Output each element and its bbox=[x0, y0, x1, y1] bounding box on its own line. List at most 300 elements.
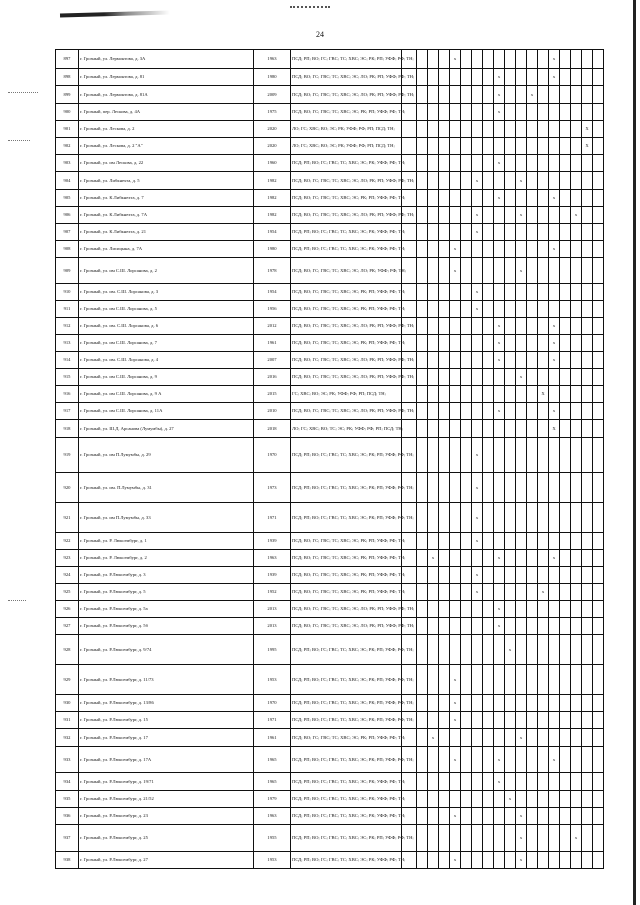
empty-cell bbox=[439, 50, 450, 69]
empty-cell bbox=[417, 852, 428, 869]
empty-cell bbox=[560, 104, 571, 121]
empty-cell bbox=[516, 635, 527, 665]
table-row bbox=[56, 533, 604, 550]
empty-cell bbox=[549, 224, 560, 241]
empty-cell bbox=[527, 533, 538, 550]
address-cell: г. Грозный, ул. им П.Лумумбы, д. 29 bbox=[79, 438, 254, 473]
services-cell: ПСД; ВО; ГС; ГВС; ТС; ХВС; ЭС; ЛО; РК; РП; УФФ; РФ; ТН; bbox=[291, 352, 402, 369]
empty-cell bbox=[494, 121, 505, 138]
empty-cell bbox=[571, 301, 582, 318]
empty-cell bbox=[527, 403, 538, 420]
address-cell: г. Грозный, ул. Либкнехта, д. 5 bbox=[79, 172, 254, 190]
year-cell: 2018 bbox=[254, 420, 291, 438]
row-number: 908 bbox=[56, 241, 79, 258]
empty-cell bbox=[428, 190, 439, 207]
year-cell: 1982 bbox=[254, 190, 291, 207]
empty-cell bbox=[560, 438, 571, 473]
empty-cell bbox=[472, 420, 483, 438]
empty-cell bbox=[439, 773, 450, 791]
empty-cell bbox=[483, 550, 494, 567]
empty-cell bbox=[483, 791, 494, 808]
empty-cell bbox=[428, 121, 439, 138]
empty-cell bbox=[505, 386, 516, 403]
mark-cell: x bbox=[472, 473, 483, 503]
table-row bbox=[56, 403, 604, 420]
empty-cell bbox=[461, 438, 472, 473]
services-cell: ПСД; ВО; ГС; ГВС; ТС; ХВС; ЭС; РК; РП; УФФ; РФ; ТН; bbox=[291, 284, 402, 301]
empty-cell bbox=[472, 403, 483, 420]
empty-cell bbox=[560, 420, 571, 438]
empty-cell bbox=[538, 69, 549, 86]
year-cell: 1970 bbox=[254, 695, 291, 712]
empty-cell bbox=[571, 335, 582, 352]
address-cell: г. Грозный, ул. Р.Люксембург, д. 5 bbox=[79, 584, 254, 601]
empty-cell bbox=[571, 635, 582, 665]
row-number: 902 bbox=[56, 138, 79, 155]
empty-cell bbox=[461, 224, 472, 241]
empty-cell bbox=[571, 665, 582, 695]
empty-cell bbox=[582, 808, 593, 825]
empty-cell bbox=[505, 747, 516, 773]
table-row bbox=[56, 747, 604, 773]
mark-cell: x bbox=[494, 747, 505, 773]
empty-cell bbox=[494, 438, 505, 473]
row-number: 923 bbox=[56, 550, 79, 567]
empty-cell bbox=[571, 729, 582, 747]
empty-cell bbox=[483, 172, 494, 190]
address-cell: г. Грозный, ул. Ш.Д. Арсанова (Лумумбы), д. 27 bbox=[79, 420, 254, 438]
table-row bbox=[56, 584, 604, 601]
empty-cell bbox=[417, 403, 428, 420]
empty-cell bbox=[560, 533, 571, 550]
empty-cell bbox=[417, 318, 428, 335]
empty-cell bbox=[582, 584, 593, 601]
empty-cell bbox=[516, 533, 527, 550]
empty-cell bbox=[461, 773, 472, 791]
empty-cell bbox=[494, 258, 505, 284]
empty-cell bbox=[439, 791, 450, 808]
year-cell: 2009 bbox=[254, 86, 291, 104]
empty-cell bbox=[483, 438, 494, 473]
empty-cell bbox=[417, 138, 428, 155]
services-cell: ПСД; ВО; ГС; ГВС; ТС; ХВС; ЭС; РК; РП; УФФ; РФ; ТН; bbox=[291, 550, 402, 567]
empty-cell bbox=[461, 533, 472, 550]
year-cell: 1963 bbox=[254, 808, 291, 825]
row-number: 913 bbox=[56, 335, 79, 352]
empty-cell bbox=[538, 729, 549, 747]
empty-cell bbox=[582, 172, 593, 190]
mark-cell: X bbox=[582, 138, 593, 155]
table-row bbox=[56, 712, 604, 729]
empty-cell bbox=[417, 155, 428, 172]
empty-cell bbox=[461, 284, 472, 301]
empty-cell bbox=[571, 550, 582, 567]
mark-cell: x bbox=[494, 601, 505, 618]
empty-cell bbox=[483, 852, 494, 869]
empty-cell bbox=[461, 318, 472, 335]
empty-cell bbox=[516, 352, 527, 369]
empty-cell bbox=[560, 369, 571, 386]
empty-cell bbox=[549, 138, 560, 155]
empty-cell bbox=[582, 207, 593, 224]
year-cell: 2010 bbox=[254, 403, 291, 420]
empty-cell bbox=[417, 533, 428, 550]
empty-cell bbox=[428, 241, 439, 258]
empty-cell bbox=[472, 550, 483, 567]
empty-cell bbox=[516, 473, 527, 503]
services-cell: ПСД; РП; ВО; ГС; ГВС; ТС; ХВС; ЭС; РК; РП; УФФ; РФ; ТН; bbox=[291, 635, 402, 665]
address-cell: г. Грозный, ул. Лескова, д. 2 "А" bbox=[79, 138, 254, 155]
row-number: 931 bbox=[56, 712, 79, 729]
empty-cell bbox=[461, 172, 472, 190]
empty-cell bbox=[483, 190, 494, 207]
empty-cell bbox=[593, 635, 604, 665]
empty-cell bbox=[538, 665, 549, 695]
empty-cell bbox=[527, 172, 538, 190]
empty-cell bbox=[417, 550, 428, 567]
empty-cell bbox=[582, 86, 593, 104]
empty-cell bbox=[483, 284, 494, 301]
empty-cell bbox=[538, 712, 549, 729]
empty-cell bbox=[516, 104, 527, 121]
empty-cell bbox=[450, 601, 461, 618]
row-number: 912 bbox=[56, 318, 79, 335]
mark-cell: x bbox=[571, 207, 582, 224]
empty-cell bbox=[549, 207, 560, 224]
empty-cell bbox=[450, 420, 461, 438]
empty-cell bbox=[417, 190, 428, 207]
empty-cell bbox=[483, 258, 494, 284]
year-cell: 1973 bbox=[254, 473, 291, 503]
year-cell: 1963 bbox=[254, 550, 291, 567]
empty-cell bbox=[527, 808, 538, 825]
row-number: 898 bbox=[56, 69, 79, 86]
year-cell: 1939 bbox=[254, 533, 291, 550]
row-number: 899 bbox=[56, 86, 79, 104]
empty-cell bbox=[571, 121, 582, 138]
empty-cell bbox=[538, 241, 549, 258]
address-cell: г. Грозный, ул. им С.Ш. Лорсанова, д. 9 bbox=[79, 369, 254, 386]
empty-cell bbox=[428, 335, 439, 352]
year-cell: 1955 bbox=[254, 825, 291, 852]
empty-cell bbox=[483, 665, 494, 695]
table-row bbox=[56, 618, 604, 635]
services-cell: ПСД; ВО; ГС; ГВС; ТС; ХВС; ЭС; РК; РП; УФФ; РФ; ТН; bbox=[291, 190, 402, 207]
empty-cell bbox=[593, 533, 604, 550]
empty-cell bbox=[450, 190, 461, 207]
table-row bbox=[56, 335, 604, 352]
row-number: 919 bbox=[56, 438, 79, 473]
empty-cell bbox=[549, 852, 560, 869]
empty-cell bbox=[483, 584, 494, 601]
empty-cell bbox=[527, 747, 538, 773]
empty-cell bbox=[571, 420, 582, 438]
empty-cell bbox=[582, 665, 593, 695]
table-row bbox=[56, 438, 604, 473]
empty-cell bbox=[516, 420, 527, 438]
empty-cell bbox=[593, 207, 604, 224]
empty-cell bbox=[428, 438, 439, 473]
empty-cell bbox=[593, 104, 604, 121]
empty-cell bbox=[439, 258, 450, 284]
address-cell: г. Грозный, ул. им С.Ш. Лорсанова, д. 9 А bbox=[79, 386, 254, 403]
empty-cell bbox=[593, 403, 604, 420]
empty-cell bbox=[549, 284, 560, 301]
row-number: 934 bbox=[56, 773, 79, 791]
empty-cell bbox=[402, 138, 417, 155]
empty-cell bbox=[417, 635, 428, 665]
empty-cell bbox=[538, 852, 549, 869]
empty-cell bbox=[461, 138, 472, 155]
empty-cell bbox=[582, 104, 593, 121]
services-cell: ПСД; ВО; ГС; ГВС; ТС; ХВС; ЭС; РК; РП; УФФ; РФ; ТН; bbox=[291, 567, 402, 584]
year-cell: 1963 bbox=[254, 50, 291, 69]
mark-cell: x bbox=[450, 852, 461, 869]
empty-cell bbox=[593, 86, 604, 104]
empty-cell bbox=[428, 712, 439, 729]
mark-cell: x bbox=[428, 550, 439, 567]
empty-cell bbox=[582, 567, 593, 584]
empty-cell bbox=[417, 567, 428, 584]
empty-cell bbox=[505, 852, 516, 869]
empty-cell bbox=[582, 473, 593, 503]
empty-cell bbox=[593, 241, 604, 258]
services-cell: ЛО; ГС; ХВС; ВО; ЭС; РК; УФФ; РФ; РП; ПСД; ТН; bbox=[291, 121, 402, 138]
empty-cell bbox=[494, 665, 505, 695]
empty-cell bbox=[450, 386, 461, 403]
empty-cell bbox=[505, 369, 516, 386]
row-number: 909 bbox=[56, 258, 79, 284]
services-cell: ПСД; ВО; ГС; ГВС; ТС; ХВС; ЭС; ЛО; РК; РП; УФФ; РФ; ТН; bbox=[291, 618, 402, 635]
empty-cell bbox=[461, 584, 472, 601]
table-row bbox=[56, 301, 604, 318]
empty-cell bbox=[593, 618, 604, 635]
empty-cell bbox=[461, 852, 472, 869]
empty-cell bbox=[516, 695, 527, 712]
empty-cell bbox=[417, 584, 428, 601]
empty-cell bbox=[472, 258, 483, 284]
empty-cell bbox=[549, 808, 560, 825]
empty-cell bbox=[472, 601, 483, 618]
empty-cell bbox=[505, 695, 516, 712]
address-cell: г. Грозный, ул. Р. Люксембург, д. 1 bbox=[79, 533, 254, 550]
empty-cell bbox=[516, 791, 527, 808]
empty-cell bbox=[560, 224, 571, 241]
services-cell: ПСД; РП; ВО; ГС; ГВС; ТС; ХВС; ЭС; РК; РП; УФФ; РФ; ТН; bbox=[291, 438, 402, 473]
empty-cell bbox=[505, 190, 516, 207]
empty-cell bbox=[571, 86, 582, 104]
services-cell: ПСД; РП; ВО; ГС; ГВС; ТС; ХВС; ЭС; РК; УФФ; РФ; ТН; bbox=[291, 773, 402, 791]
empty-cell bbox=[439, 301, 450, 318]
empty-cell bbox=[417, 712, 428, 729]
empty-cell bbox=[516, 138, 527, 155]
empty-cell bbox=[461, 258, 472, 284]
margin-artifact bbox=[8, 600, 26, 601]
row-number: 925 bbox=[56, 584, 79, 601]
empty-cell bbox=[582, 729, 593, 747]
address-cell: г. Грозный, ул. Р. Люксембург, д. 2 bbox=[79, 550, 254, 567]
address-cell: г. Грозный, ул. им. П.Лумумбы, д. 31 bbox=[79, 473, 254, 503]
empty-cell bbox=[549, 601, 560, 618]
mark-cell: x bbox=[472, 533, 483, 550]
empty-cell bbox=[516, 284, 527, 301]
empty-cell bbox=[450, 773, 461, 791]
empty-cell bbox=[527, 301, 538, 318]
mark-cell: x bbox=[505, 635, 516, 665]
table-row bbox=[56, 420, 604, 438]
year-cell: 1980 bbox=[254, 69, 291, 86]
empty-cell bbox=[494, 241, 505, 258]
empty-cell bbox=[439, 138, 450, 155]
empty-cell bbox=[417, 172, 428, 190]
empty-cell bbox=[439, 438, 450, 473]
empty-cell bbox=[571, 503, 582, 533]
empty-cell bbox=[582, 258, 593, 284]
empty-cell bbox=[417, 808, 428, 825]
empty-cell bbox=[582, 533, 593, 550]
empty-cell bbox=[560, 852, 571, 869]
year-cell: 1954 bbox=[254, 284, 291, 301]
empty-cell bbox=[571, 618, 582, 635]
empty-cell bbox=[428, 50, 439, 69]
empty-cell bbox=[527, 665, 538, 695]
empty-cell bbox=[472, 386, 483, 403]
empty-cell bbox=[439, 420, 450, 438]
empty-cell bbox=[527, 318, 538, 335]
empty-cell bbox=[593, 791, 604, 808]
row-number: 918 bbox=[56, 420, 79, 438]
empty-cell bbox=[593, 224, 604, 241]
empty-cell bbox=[560, 601, 571, 618]
empty-cell bbox=[571, 172, 582, 190]
empty-cell bbox=[439, 241, 450, 258]
empty-cell bbox=[417, 601, 428, 618]
empty-cell bbox=[483, 352, 494, 369]
mark-cell: x bbox=[472, 301, 483, 318]
empty-cell bbox=[538, 352, 549, 369]
mark-cell: x bbox=[505, 791, 516, 808]
row-number: 926 bbox=[56, 601, 79, 618]
empty-cell bbox=[461, 403, 472, 420]
empty-cell bbox=[538, 773, 549, 791]
mark-cell: x bbox=[450, 241, 461, 258]
empty-cell bbox=[571, 473, 582, 503]
empty-cell bbox=[560, 207, 571, 224]
services-cell: ПСД; РП; ВО; ГС; ГВС; ТС; ХВС; ЭС; РК; РП; УФФ; РФ; ТН; bbox=[291, 712, 402, 729]
empty-cell bbox=[439, 190, 450, 207]
table-row bbox=[56, 207, 604, 224]
year-cell: 1965 bbox=[254, 773, 291, 791]
row-number: 901 bbox=[56, 121, 79, 138]
empty-cell bbox=[549, 121, 560, 138]
services-cell: ПСД; ВО; ГС; ГВС; ТС; ХВС; ЭС; РК; РП; УФФ; РФ; ТН; bbox=[291, 301, 402, 318]
empty-cell bbox=[417, 258, 428, 284]
empty-cell bbox=[428, 618, 439, 635]
empty-cell bbox=[516, 86, 527, 104]
empty-cell bbox=[582, 635, 593, 665]
mark-cell: x bbox=[516, 207, 527, 224]
empty-cell bbox=[461, 369, 472, 386]
empty-cell bbox=[571, 241, 582, 258]
empty-cell bbox=[439, 601, 450, 618]
empty-cell bbox=[505, 601, 516, 618]
empty-cell bbox=[538, 155, 549, 172]
address-cell: г. Грозный, ул. им. С.Ш. Лорсанова, д. 4 bbox=[79, 352, 254, 369]
empty-cell bbox=[450, 172, 461, 190]
registry-body bbox=[56, 50, 604, 869]
empty-cell bbox=[494, 635, 505, 665]
empty-cell bbox=[483, 403, 494, 420]
empty-cell bbox=[450, 567, 461, 584]
empty-cell bbox=[428, 852, 439, 869]
margin-artifact bbox=[8, 92, 38, 93]
services-cell: ПСД; РП; ВО; ГС; ГВС; ТС; ХВС; ЭС; РК; РП; УФФ; РФ; ТН; bbox=[291, 665, 402, 695]
empty-cell bbox=[428, 369, 439, 386]
empty-cell bbox=[538, 301, 549, 318]
empty-cell bbox=[472, 635, 483, 665]
mark-cell: x bbox=[450, 695, 461, 712]
empty-cell bbox=[472, 712, 483, 729]
row-number: 930 bbox=[56, 695, 79, 712]
empty-cell bbox=[527, 224, 538, 241]
empty-cell bbox=[428, 318, 439, 335]
services-cell: ПСД; ВО; ГС; ГВС; ТС; ХВС; ЭС; ЛО; РК; РП; УФФ; РФ; ТН; bbox=[291, 369, 402, 386]
empty-cell bbox=[505, 808, 516, 825]
row-number: 927 bbox=[56, 618, 79, 635]
empty-cell bbox=[428, 601, 439, 618]
empty-cell bbox=[428, 533, 439, 550]
empty-cell bbox=[461, 601, 472, 618]
mark-cell: x bbox=[516, 852, 527, 869]
address-cell: г. Грозный, ул. Р.Люксембург, д. 5б bbox=[79, 618, 254, 635]
mark-cell: x bbox=[472, 584, 483, 601]
empty-cell bbox=[439, 224, 450, 241]
row-number: 905 bbox=[56, 190, 79, 207]
address-cell: г. Грозный, ул. Лисицына, д. 7А bbox=[79, 241, 254, 258]
year-cell: 2013 bbox=[254, 618, 291, 635]
empty-cell bbox=[582, 852, 593, 869]
services-cell: ПСД; ВО; ГС; ГВС; ТС; ХВС; ЭС; ЛО; РК; РП; УФФ; РФ; ТН; bbox=[291, 601, 402, 618]
empty-cell bbox=[560, 618, 571, 635]
empty-cell bbox=[483, 207, 494, 224]
empty-cell bbox=[571, 533, 582, 550]
address-cell: г. Грозный, ул. Р.Люксембург, д. 27 bbox=[79, 852, 254, 869]
mark-cell: x bbox=[516, 729, 527, 747]
empty-cell bbox=[461, 618, 472, 635]
empty-cell bbox=[483, 473, 494, 503]
mark-cell: x bbox=[516, 369, 527, 386]
empty-cell bbox=[582, 420, 593, 438]
table-row bbox=[56, 369, 604, 386]
table-row bbox=[56, 224, 604, 241]
empty-cell bbox=[417, 791, 428, 808]
empty-cell bbox=[428, 224, 439, 241]
services-cell: ПСД; РП; ВО; ГС; ГВС; ТС; ХВС; ЭС; РК; РП; УФФ; РФ; ТН; bbox=[291, 503, 402, 533]
empty-cell bbox=[505, 420, 516, 438]
empty-cell bbox=[560, 665, 571, 695]
empty-cell bbox=[450, 438, 461, 473]
year-cell: 1982 bbox=[254, 172, 291, 190]
empty-cell bbox=[417, 50, 428, 69]
empty-cell bbox=[538, 121, 549, 138]
empty-cell bbox=[538, 369, 549, 386]
empty-cell bbox=[472, 138, 483, 155]
scan-edge bbox=[633, 0, 636, 905]
empty-cell bbox=[450, 86, 461, 104]
empty-cell bbox=[527, 729, 538, 747]
mark-cell: x bbox=[428, 729, 439, 747]
year-cell: 2013 bbox=[254, 601, 291, 618]
